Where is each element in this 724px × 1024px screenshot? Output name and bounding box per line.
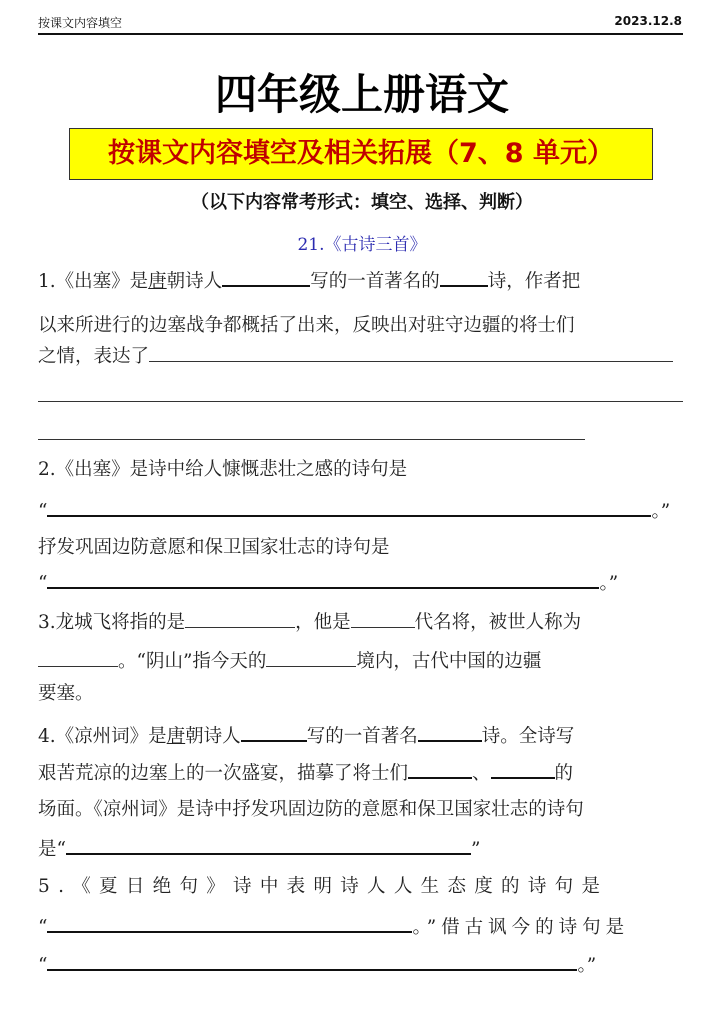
text: 诗。全诗写 <box>481 726 575 747</box>
text: ，他是 <box>295 612 351 633</box>
text: 3.龙城飞将指的是 <box>38 612 186 633</box>
lesson-title: 21.《古诗三首》 <box>297 235 427 255</box>
blank[interactable] <box>241 722 307 742</box>
text: 之情，表达了 <box>38 346 150 367</box>
text: 。” <box>577 955 597 976</box>
q1-line1 <box>38 267 686 295</box>
q5-line3 <box>38 951 686 979</box>
q2-line3: 抒发巩固边防意愿和保卫国家壮志的诗句是 <box>38 537 390 558</box>
q2-line4 <box>38 569 686 597</box>
blank[interactable] <box>351 609 415 628</box>
blank[interactable] <box>47 913 412 933</box>
blank[interactable] <box>222 267 310 287</box>
blank[interactable] <box>185 609 295 628</box>
text: 的 <box>554 763 574 784</box>
text: 境内，古代中国的边疆 <box>356 651 542 672</box>
text: 代名将，被世人称为 <box>414 612 582 633</box>
text: “ <box>38 955 48 976</box>
blank[interactable] <box>38 383 683 402</box>
q2-line1: 2.《出塞》是诗中给人慷慨悲壮之感的诗句是 <box>38 459 408 480</box>
text: 、 <box>472 763 491 784</box>
blank[interactable] <box>66 835 471 855</box>
text: 。“阴山”指今天的 <box>118 651 267 672</box>
text: 诗，作者把 <box>487 271 581 292</box>
text: 朝诗人 <box>166 271 223 292</box>
page-title: 四年级上册语文 <box>214 70 509 119</box>
q4-line2 <box>38 759 686 787</box>
text: “ <box>38 917 48 938</box>
blank[interactable] <box>38 421 585 440</box>
text: ” <box>470 839 481 860</box>
blank[interactable] <box>408 759 472 779</box>
header-date: 2023.12.8 <box>614 14 682 28</box>
q3-line3: 要塞。 <box>38 683 94 704</box>
text: 朝诗人 <box>185 726 241 747</box>
subtitle: （以下内容常考形式：填空、选择、判断） <box>191 192 533 213</box>
q4-line4 <box>38 835 686 863</box>
blank[interactable] <box>47 569 599 589</box>
q4-line3: 场面。《凉州词》是诗中抒发巩固边防的意愿和保卫国家壮志的诗句 <box>38 799 584 820</box>
q3-line1 <box>38 609 686 636</box>
text: 。” <box>599 573 619 594</box>
header-divider <box>38 33 683 35</box>
blank[interactable] <box>38 648 118 667</box>
q5-line1: 5.《夏日绝句》诗中表明诗人人生态度的诗句是 <box>38 876 609 897</box>
text: 唐 <box>148 271 167 292</box>
q1-line2: 以来所进行的边塞战争都概括了出来，反映出对驻守边疆的将士们 <box>38 315 575 336</box>
blank[interactable] <box>418 722 482 742</box>
q1-line5 <box>38 421 686 448</box>
q1-line3 <box>38 343 686 370</box>
text: 。” <box>651 501 671 522</box>
q5-line2 <box>38 913 686 941</box>
q2-line2 <box>38 497 686 525</box>
blank[interactable] <box>440 267 488 287</box>
text: 是“ <box>38 839 66 860</box>
text: 。”借古讽今的诗句是 <box>412 917 630 938</box>
q3-line2 <box>38 648 686 675</box>
q4-line1 <box>38 722 686 750</box>
text: 写的一首著名的 <box>310 271 440 292</box>
text: “ <box>38 573 48 594</box>
blank[interactable] <box>47 951 577 971</box>
q1-line4 <box>38 383 686 410</box>
blank[interactable] <box>149 343 673 362</box>
text: 写的一首著名 <box>306 726 418 747</box>
banner-title: 按课文内容填空及相关拓展（7、8 单元） <box>69 128 653 180</box>
text: “ <box>38 501 48 522</box>
header-left: 按课文内容填空 <box>38 16 123 30</box>
text: 艰苦荒凉的边塞上的一次盛宴，描摹了将士们 <box>38 763 409 784</box>
text: 唐 <box>166 726 186 747</box>
text: 4.《凉州词》是 <box>38 726 167 747</box>
blank[interactable] <box>491 759 555 779</box>
blank[interactable] <box>266 648 356 667</box>
text: 1.《出塞》是 <box>38 271 149 292</box>
blank[interactable] <box>47 497 651 517</box>
